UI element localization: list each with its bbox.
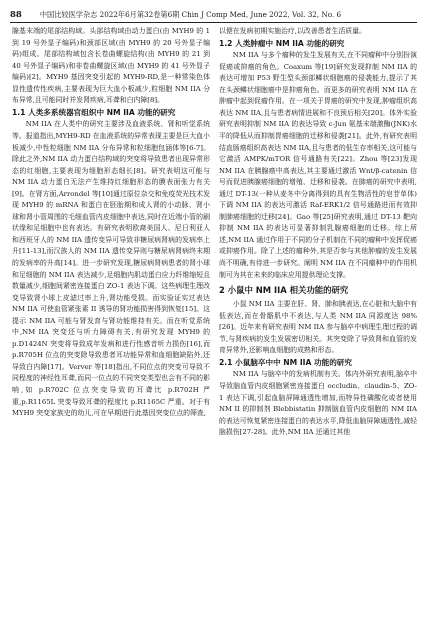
chapter-heading: 2 小鼠中 NM IIA 相关功能的研究 (219, 285, 349, 296)
body-paragraph: 腺基末端的尾部结构域。头部结构域由动力蛋白(由 MYH9 的 1 到 19 号外显子编码)和颈部区域(由 MYH9 的 20 号外显子编码)组成。尾部结构域包含长卷曲螺旋结构(由 MYH9 的 21 到 40 号外显子编码)和非卷曲螺旋区域(由 MYH9 的 41 号外显子编码)[2]。MYH9 基因突变引起的 MYH9-RD,是一种常染色体显性遗传性疾病,主要表现为巨大血小板减少,粒细胞 NM IIA 分布异常,且可能同时并发肾疾病,耳聋和白内障[8]。 (12, 27, 210, 105)
journal-citation-line: 中国比较医学杂志 2022年6月第32卷第6期 Chin J Comp Med, June 2022, Vol. 32, No. 6 (39, 10, 342, 19)
body-paragraph: NM IIA 与多个瘤种的发生发展有关,在不同瘤种中分别扮演促癌或抑癌的角色。Coaxum 等[19]研究发现抑制 NM IIA 的表达可增加 P53 野生型头颈部鳞状细胞癌的侵袭能力,提示了其在头颈鳞状细胞癌中是抑癌角色。而更多的研究表明 NM IIA 在肿瘤中起到促瘤作用。在一项关于胃癌的研究中发现,肿瘤组织高表达 NM IIA,且与患者病情进展和不良预后相关[20]。体外实验研究表明抑制 NM IIA 的表达导致 c-Jun 氨基末端激酶(JNK)水平的降低从而抑制胃癌细胞的迁移和侵袭[21]。此外,有研究表明结直肠癌组织高表达 NM IIA,且与患者的低生存率相关,这可能与它激活 AMPK/mTOR 信号通路有关[22]。Zhou 等[23]发现 NM IIA 在胰腺癌中高表达,其主要通过激活 Wnt/β-catenin 信号而促进胰腺癌细胞的增殖、迁移和侵袭。在肺癌的研究中表明,通过 DT-13(一种从麦冬中分离得到的具有生物活性的皂苷单体)下调 NM IIA 的表达可激活 Raf-ERK1/2 信号通路进而有效抑制肺癌细胞的迁移[24]。Gao 等[25]研究表明,通过 DT-13 靶向抑制 NM IIA 的表达可显著抑制乳腺癌细胞的迁移。综上所述,NM IIA 通过作用于不同的分子机制在不同的瘤种中发挥促癌或抑癌作用。除了上述的瘤种外,其是否参与其他肿瘤的发生发展尚不明确,有待进一步研究。阐明 NM IIA 在不同瘤种中的作用机制可为其在未来的临床应用提供理论支撑。 (219, 51, 417, 279)
right-text-column (219, 26, 417, 621)
body-paragraph: 小鼠 NM IIA 主要在肝、肾、肺和胰表达,在心脏和大脑中有低表达,而在骨骼肌中不表达,与人类 NM IIA 同源度达 98%[26]。近年来有研究表明 NM IIA 参与脑卒中病理生理过程的调节,与肾疾病的发生发展密切相关。其突变除了导致肾和血管的发育异常外,还影响血细胞的成熟和形态。 (219, 300, 417, 355)
body-paragraph: NM IIA 与脑卒中的发病机制有关。体内外研究表明,脑卒中导致脑血管内皮细胞紧密连接蛋白 occludin、claudin-5、ZO-1 表达下调,引起血脑屏障通透性增加,而特异性磷酸化或者使用 NM II 的抑制剂 Blebbistatin 抑制脑血管内皮细胞的 NM IIA 的表达可恢复紧密连接蛋白的表达水平,降低血脑屏障通透性,减轻脑损伤[27-28]。此外,NM IIA 还通过其他 (219, 370, 417, 437)
section-heading: 1.2 人类肿瘤中 NM IIA 功能的研究 (219, 38, 345, 48)
body-paragraph: 以便在发病初期实施治疗,以改善患者生活质量。 (219, 27, 366, 35)
page-number: 88 (10, 10, 22, 20)
body-paragraph: NM IIA 在人类中的研究主要涉及血液系统、肾和听觉系统等。报道指出,MYH9-RD 在血液系统的异常表现主要是巨大血小板减少,中性粒细胞 NM IIA 分布异常和粒细胞包涵体等[6-7]。除此之外,NM IIA 动力蛋白结构域的突变将导致患者出现异常形态的红细胞,主要表现为细胞形态细长[8]。研究表明这可能与 NM IIA 动力蛋白无法产生维持红细胞形态的膜表面张力有关[9]。在肾方面,Arrondel 等[10]通过原位杂交和免疫荧光技术发现 MYH9 的 mRNA 和蛋白在胚胎期和成人肾的小动脉、肾小球和肾小管周围的毛细血管内皮细胞中表达,同时在近端小管的刷状缘和足细胞中也有表达。有研究表明欧裔美国人、尼日利亚人和西班牙人的 NM IIA 遗传变异可导致非糖尿病肾病的发病率上升[11-13],而汉族人的 NM IIA 遗传变异则与糖尿病肾病终末期的发病率的升高[14]。进一步研究发现,糖尿病肾病患者的肾小球和足细胞的 NM IIA 表达减少,足细胞内肌动蛋白应力纤维缩短且数量减少,细胞间紧密连接蛋白 ZO-1 表达下调。这些病理生理改变导致肾小球上皮滤过率上升,肾功能受损。而实验证实过表达 NM IIA 可使血管紧张素 II 诱导的肾功能损害得到恢复[15]。这提示 NM IIA 可能与肾发育与肾功能维持有关。而在听觉系统中,NM IIA 突变还与听力障碍有关,有研究发现 MYH9 的 p.D1424N 突变将导致成年发病和进行性感音听力损伤[16],而 p.R705H 位点的突变除导致患者耳功能异常和血细胞缺陷外,还导致白内障[17]。Verver 等[18]指出,不同位点的突变可导致不同程度的神经性耳聋,而同一位点的不同突变类型也会有不同的影响,如 p.R702C 位点突变导致的耳聋比 p.R702H 严重,p.R1165L 突变导致耳聋的程度比 p.R1165C 严重。对于有 MYH9 突变家族史的幼儿,可在早期进行此基因突变位点的筛查, (12, 120, 210, 418)
left-text-column (12, 26, 210, 621)
section-heading: 1.1 人类多系统器官组织中 NM IIA 功能的研究 (12, 107, 176, 117)
section-heading: 2.1 小鼠脑卒中中 NM IIA 功能的研究 (219, 357, 352, 367)
running-header (10, 8, 417, 23)
